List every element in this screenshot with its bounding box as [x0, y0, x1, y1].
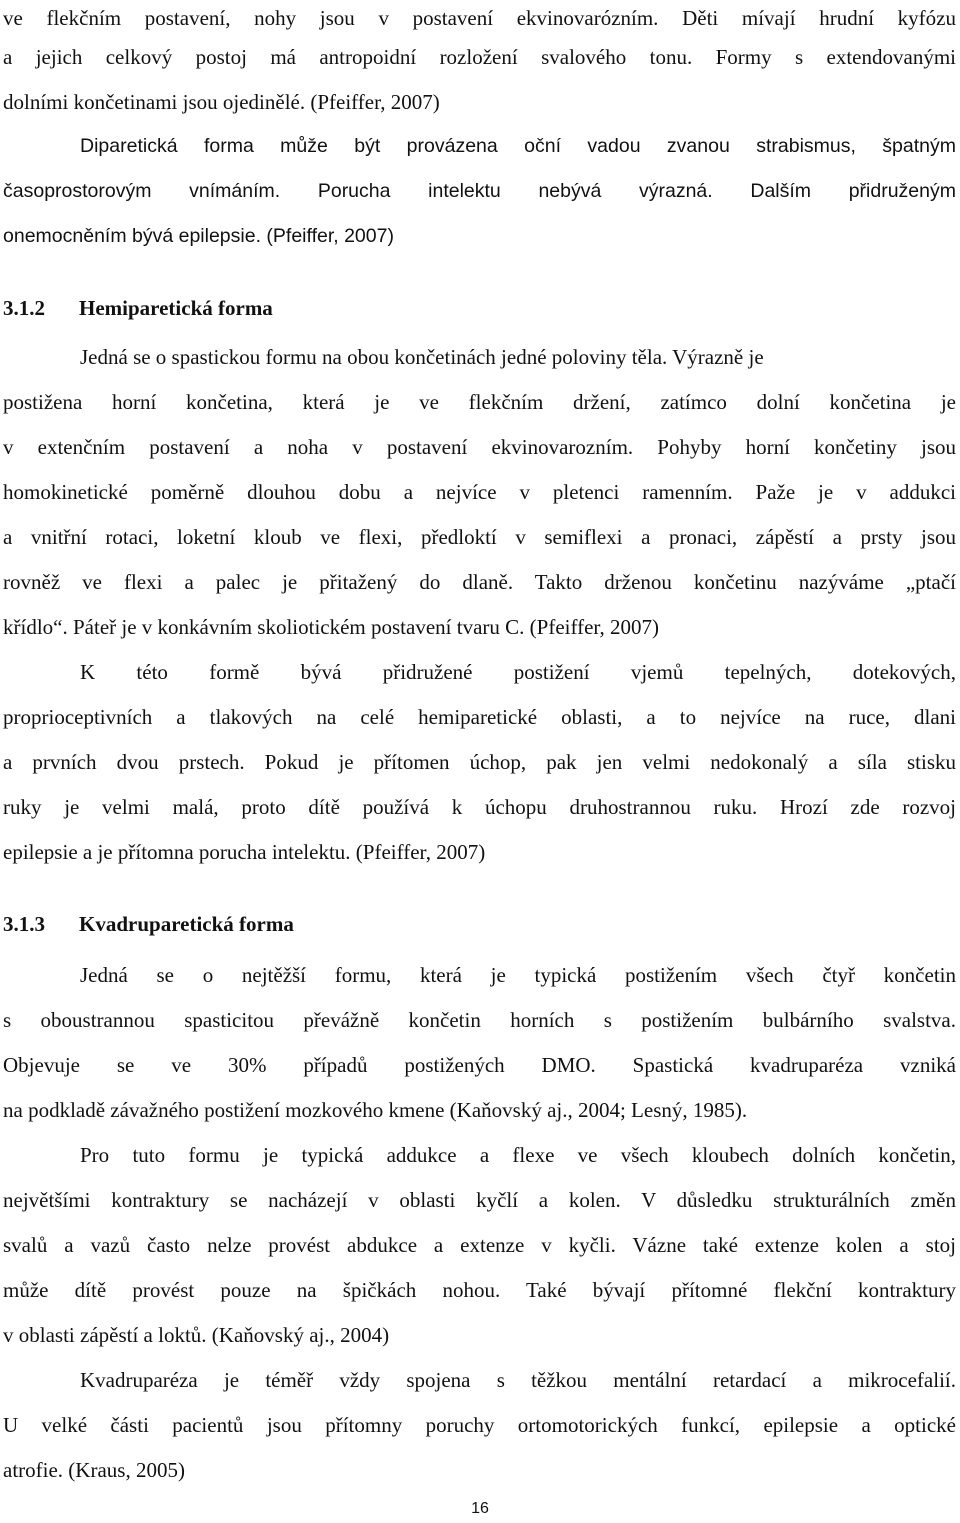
paragraph-line: Kvadruparéza je téměř vždy spojena s těžkou mentální retardací a mikrocefalií. — [80, 1368, 956, 1392]
paragraph-line: K této formě bývá přidružené postižení vjemů tepelných, dotekových, — [80, 660, 956, 684]
paragraph-line: proprioceptivních a tlakových na celé hemiparetické oblasti, a to nejvíce na ruce, dlani — [3, 705, 956, 729]
paragraph-line: onemocněním bývá epilepsie. (Pfeiffer, 2007) — [3, 225, 394, 247]
section-title: Hemiparetická forma — [79, 296, 273, 320]
paragraph-line: časoprostorovým vnímáním. Porucha intelektu nebývá výrazná. Dalším přidruženým — [3, 180, 956, 202]
section-number: 3.1.2 — [3, 296, 45, 320]
paragraph-line: největšími kontraktury se nacházejí v oblasti kyčlí a kolen. V důsledku strukturálních změn — [3, 1188, 956, 1212]
section-heading — [3, 909, 294, 939]
paragraph-line: ve flekčním postavení, nohy jsou v postavení ekvinovarózním. Děti mívají hrudní kyfózu — [3, 6, 956, 30]
paragraph-line: může dítě provést pouze na špičkách nohou. Také bývají přítomné flekční kontraktury — [3, 1278, 956, 1302]
paragraph-line: Jedná se o nejtěžší formu, která je typická postižením všech čtyř končetin — [80, 963, 956, 987]
paragraph-line: atrofie. (Kraus, 2005) — [3, 1458, 185, 1482]
paragraph-line: Jedná se o spastickou formu na obou končetinách jedné poloviny těla. Výrazně je — [80, 345, 764, 369]
paragraph-line: U velké části pacientů jsou přítomny poruchy ortomotorických funkcí, epilepsie a optické — [3, 1413, 956, 1437]
section-heading — [3, 293, 273, 323]
paragraph-line: ruky je velmi malá, proto dítě používá k úchopu druhostrannou ruku. Hrozí zde rozvoj — [3, 795, 956, 819]
paragraph-line: a prvních dvou prstech. Pokud je přítomen úchop, pak jen velmi nedokonalý a síla stisku — [3, 750, 956, 774]
paragraph-line: postižena horní končetina, která je ve flekčním držení, zatímco dolní končetina je — [3, 390, 956, 414]
page-number: 16 — [471, 1500, 489, 1517]
paragraph-line: na podkladě závažného postižení mozkového kmene (Kaňovský aj., 2004; Lesný, 1985). — [3, 1098, 748, 1122]
paragraph-line: rovněž ve flexi a palec je přitažený do dlaně. Takto drženou končetinu nazýváme „ptačí — [3, 570, 956, 594]
paragraph-line: svalů a vazů často nelze provést abdukce a extenze v kyčli. Vázne také extenze kolen a stoj — [3, 1233, 956, 1257]
paragraph-line: v extenčním postavení a noha v postavení ekvinovarozním. Pohyby horní končetiny jsou — [3, 435, 956, 459]
paragraph-line: křídlo“. Páteř je v konkávním skoliotickém postavení tvaru C. (Pfeiffer, 2007) — [3, 615, 660, 639]
paragraph-line: Objevuje se ve 30% případů postižených DMO. Spastická kvadruparéza vzniká — [3, 1053, 956, 1077]
paragraph-line: v oblasti zápěstí a loktů. (Kaňovský aj., 2004) — [3, 1323, 390, 1347]
paragraph-line: epilepsie a je přítomna porucha intelektu. (Pfeiffer, 2007) — [3, 840, 486, 864]
paragraph-line: a jejich celkový postoj má antropoidní rozložení svalového tonu. Formy s extendovanými — [3, 45, 956, 69]
section-title: Kvadruparetická forma — [79, 912, 294, 936]
paragraph-line: Diparetická forma může být provázena oční vadou zvanou strabismus, špatným — [80, 135, 956, 157]
paragraph-line: dolními končetinami jsou ojedinělé. (Pfeiffer, 2007) — [3, 90, 440, 114]
section-number: 3.1.3 — [3, 912, 45, 936]
paragraph-line: a vnitřní rotaci, loketní kloub ve flexi, předloktí v semiflexi a pronaci, zápěstí a prsty jsou — [3, 525, 956, 549]
paragraph-line: homokinetické poměrně dlouhou dobu a nejvíce v pletenci ramenním. Paže je v addukci — [3, 480, 956, 504]
paragraph-line: Pro tuto formu je typická addukce a flexe ve všech kloubech dolních končetin, — [80, 1143, 956, 1167]
paragraph-line: s oboustrannou spasticitou převážně končetin horních s postižením bulbárního svalstva. — [3, 1008, 956, 1032]
